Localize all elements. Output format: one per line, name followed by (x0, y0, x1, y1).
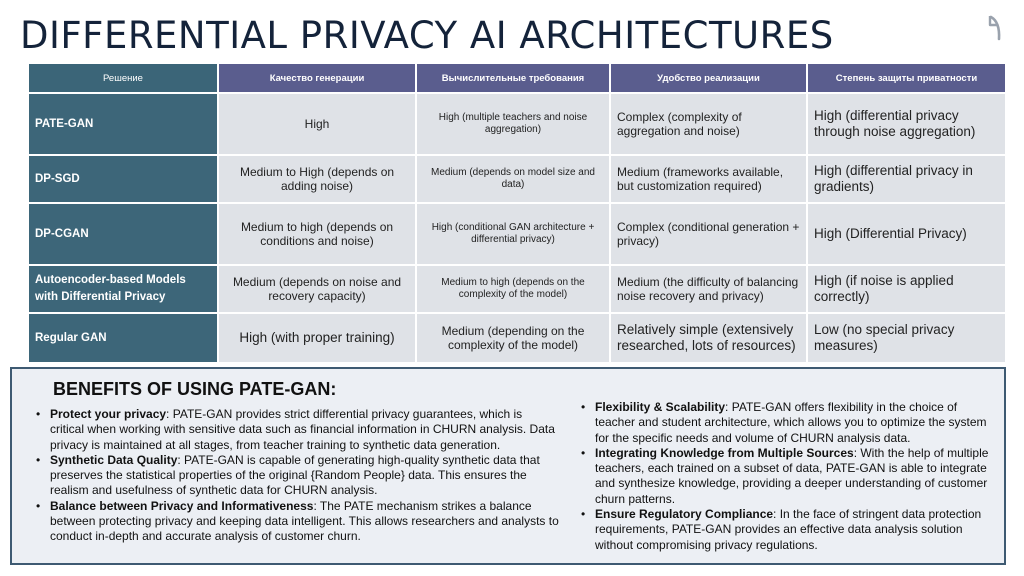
cell-ease: Complex (conditional generation + privacy) (611, 204, 806, 264)
cell-privacy: Low (no special privacy measures) (808, 314, 1005, 362)
cell-compute: Medium (depends on model size and data) (417, 156, 609, 202)
page-title: DIFFERENTIAL PRIVACY AI ARCHITECTURES (20, 14, 834, 57)
benefit-title: Integrating Knowledge from Multiple Sources (595, 445, 854, 460)
benefit-text: : PATE-GAN offers flexibility in the choice of teacher and student architecture, which allows you to optimize the system for the specific needs and volume of CHURN analysis data. (595, 400, 987, 445)
cell-quality: Medium to High (depends on adding noise) (219, 156, 415, 202)
table-row (29, 314, 1005, 362)
benefit-text: : The PATE mechanism strikes a balance between protecting privacy and keeping data intelligent. This allows researchers and analysts to conduct in-depth and accurate analysis of customer churn. (50, 498, 559, 544)
row-name: Regular GAN (29, 314, 217, 362)
header-solution: Решение (29, 64, 217, 92)
table-row (29, 204, 1005, 264)
cell-ease: Medium (frameworks available, but customization required) (611, 156, 806, 202)
table-row (29, 266, 1005, 312)
benefits-list-left (34, 407, 559, 545)
benefit-title: Synthetic Data Quality (50, 452, 178, 467)
benefit-title: Flexibility & Scalability (595, 400, 726, 414)
list-item (579, 400, 991, 446)
row-name: Autoencoder-based Models with Differential Privacy (29, 266, 217, 312)
list-item (34, 453, 559, 499)
benefit-title: Balance between Privacy and Informativeness (50, 498, 314, 513)
cell-privacy: High (if noise is applied correctly) (808, 266, 1005, 312)
cell-privacy: High (differential privacy through noise aggregation) (808, 94, 1005, 154)
benefits-list-right (579, 400, 991, 553)
benefit-text: : In the face of stringent data protection requirements, PATE-GAN provides an effective data analysis solution without compromising privacy regulations. (595, 507, 982, 552)
cell-compute: High (conditional GAN architecture + differential privacy) (417, 204, 609, 264)
cell-quality: Medium to high (depends on conditions and noise) (219, 204, 415, 264)
cell-privacy: High (Differential Privacy) (808, 204, 1005, 264)
table-row (29, 94, 1005, 154)
cell-quality: High (219, 94, 415, 154)
header-privacy-level: Степень защиты приватности (808, 64, 1005, 92)
list-item (34, 499, 559, 545)
benefits-panel (10, 367, 1006, 565)
list-item (579, 446, 991, 507)
cell-quality: High (with proper training) (219, 314, 415, 362)
row-name: PATE-GAN (29, 94, 217, 154)
header-generation-quality: Качество генерации (219, 64, 415, 92)
cell-compute: Medium (depending on the complexity of the model) (417, 314, 609, 362)
cell-privacy: High (differential privacy in gradients) (808, 156, 1005, 202)
return-arrow-icon[interactable] (984, 12, 1006, 42)
row-name: DP-SGD (29, 156, 217, 202)
cell-ease: Medium (the difficulty of balancing noise recovery and privacy) (611, 266, 806, 312)
benefit-text: : PATE-GAN is capable of generating high-quality synthetic data that preserves the statistical properties of the original {Random People} data. This ensures the realism and usefulness of synthetic data for CHURN analysis. (50, 452, 540, 498)
comparison-table (27, 62, 1007, 364)
cell-compute: High (multiple teachers and noise aggregation) (417, 94, 609, 154)
list-item (34, 407, 559, 453)
header-compute-requirements: Вычислительные требования (417, 64, 609, 92)
table-row (29, 156, 1005, 202)
cell-compute: Medium to high (depends on the complexity of the model) (417, 266, 609, 312)
benefit-text: : With the help of multiple teachers, each trained on a subset of data, PATE-GAN is able to integrate and synthesize knowledge, providing a deeper understanding of customer churn patterns. (595, 445, 989, 506)
benefit-text: : PATE-GAN provides strict differential privacy guarantees, which is critical when working with sensitive data such as financial information in CHURN analysis. Data privacy is maintained at all stages, from teacher training to synthetic data generation. (50, 407, 555, 452)
row-name: DP-CGAN (29, 204, 217, 264)
header-ease-of-implementation: Удобство реализации (611, 64, 806, 92)
cell-quality: Medium (depends on noise and recovery capacity) (219, 266, 415, 312)
cell-ease: Relatively simple (extensively researched, lots of resources) (611, 314, 806, 362)
benefits-heading: BENEFITS OF USING PATE-GAN: (53, 379, 337, 399)
benefit-title: Ensure Regulatory Compliance (595, 507, 774, 522)
table-header-row (29, 64, 1005, 92)
benefit-title: Protect your privacy (50, 407, 167, 421)
list-item (579, 507, 991, 553)
cell-ease: Complex (complexity of aggregation and noise) (611, 94, 806, 154)
